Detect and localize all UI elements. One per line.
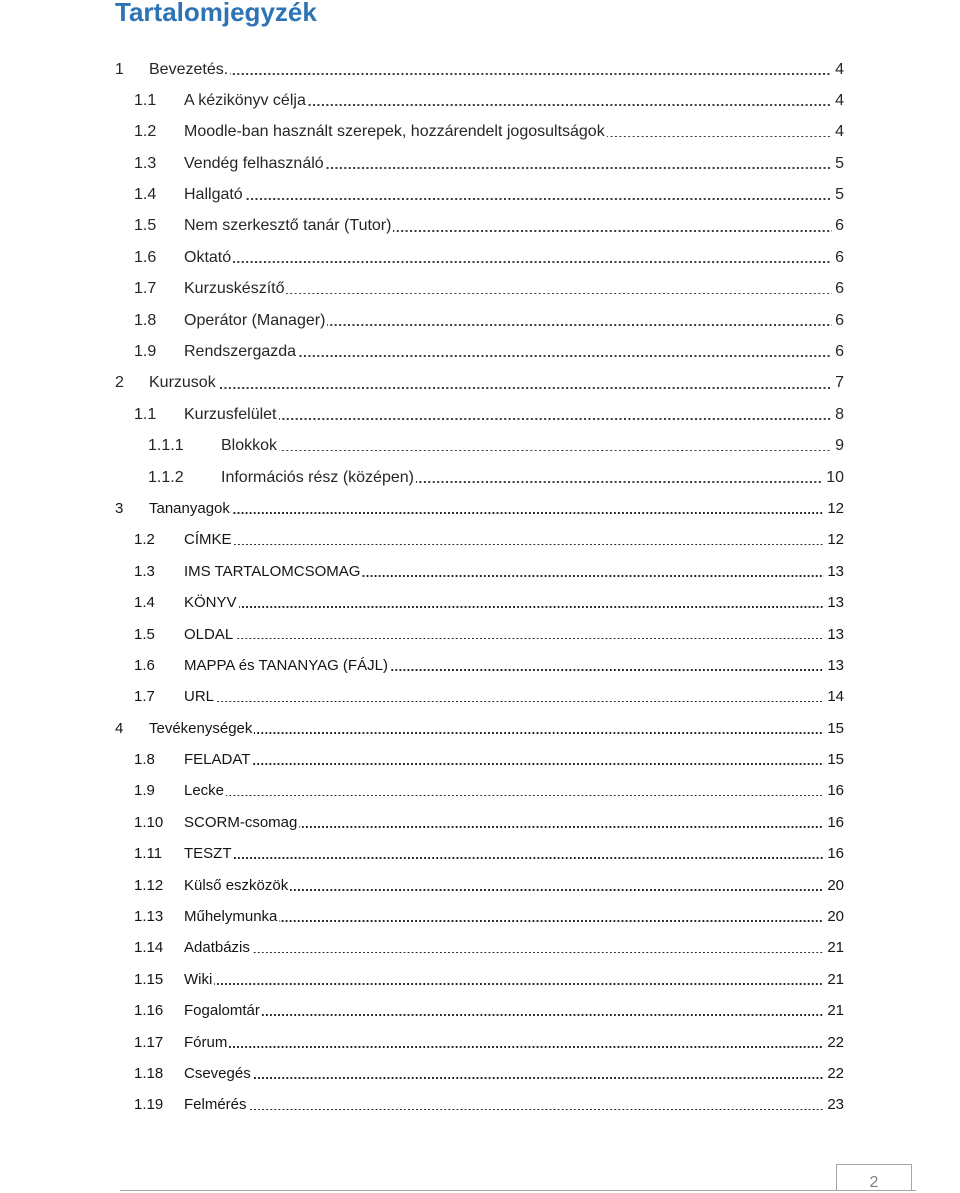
toc-entry-number: 1.13 [134, 908, 164, 926]
toc-entry-title: MAPPA és TANANYAG (FÁJL) [184, 656, 388, 674]
toc-entry[interactable] [0, 932, 844, 963]
toc-entry-page-number: 6 [835, 217, 844, 235]
toc-entry[interactable] [0, 1027, 844, 1058]
toc-entry[interactable] [0, 619, 844, 650]
toc-entry-title: Kurzuskészítő [184, 280, 285, 298]
toc-entry-number: 1.14 [134, 939, 164, 957]
toc-entry[interactable] [0, 556, 844, 587]
toc-entry[interactable] [0, 744, 844, 775]
toc-entry-number: 1.5 [134, 625, 155, 643]
toc-entry-number: 1.18 [134, 1065, 164, 1082]
toc-entry[interactable] [0, 116, 844, 147]
toc-entry-title: OLDAL [184, 625, 234, 643]
toc-entry[interactable] [0, 964, 844, 995]
toc-entry-number: 2 [115, 374, 124, 392]
dot-leader [362, 556, 824, 577]
toc-entry-title: Csevegés [184, 1065, 251, 1082]
dot-leader [390, 650, 824, 671]
dot-leader [279, 430, 832, 451]
toc-entry[interactable] [0, 838, 844, 869]
toc-entry[interactable] [0, 85, 844, 116]
toc-entry-page-number: 14 [827, 688, 844, 706]
toc-entry[interactable] [0, 870, 844, 901]
toc-entry[interactable] [0, 681, 844, 712]
toc-entry-number: 1.2 [134, 531, 155, 549]
toc-entry-title: KÖNYV [184, 594, 237, 612]
toc-entry-title: Bevezetés. [149, 60, 229, 78]
toc-entry-number: 1.1 [134, 91, 157, 109]
toc-entry[interactable] [0, 242, 844, 273]
dot-leader [416, 462, 823, 483]
toc-entry-title: Adatbázis [184, 939, 250, 957]
toc-entry-title: Felmérés [184, 1096, 247, 1114]
toc-entry-title: Operátor (Manager) [184, 311, 326, 329]
toc-entry[interactable] [0, 179, 844, 210]
toc-entry-title: Moodle-ban használt szerepek, hozzárendelt jogosultságok [184, 123, 605, 141]
toc-entry-number: 1 [115, 60, 124, 78]
dot-leader [229, 1027, 824, 1048]
toc-entry-title: Tevékenységek [149, 719, 253, 737]
toc-entry[interactable] [0, 148, 844, 179]
dot-leader [249, 1089, 825, 1110]
dot-leader [279, 901, 824, 922]
toc-entry-title: Információs rész (középen) [221, 468, 414, 486]
dot-leader [393, 210, 832, 231]
toc-entry-page-number: 20 [827, 908, 844, 926]
dot-leader [233, 242, 832, 263]
dot-leader [234, 838, 825, 859]
dot-leader [234, 524, 825, 545]
toc-entry-title: Lecke [184, 782, 225, 800]
toc-entry[interactable] [0, 430, 844, 461]
toc-entry-number: 1.16 [134, 1002, 164, 1020]
toc-entry-title: Műhelymunka [184, 908, 278, 926]
toc-entry-title: Tananyagok [149, 499, 230, 517]
toc-entry-page-number: 12 [827, 531, 844, 549]
dot-leader [290, 870, 824, 891]
dot-leader [279, 399, 833, 420]
toc-entry-title: Hallgató [184, 186, 243, 204]
toc-entry-page-number: 21 [827, 1002, 844, 1020]
toc-entry-number: 1.2 [134, 123, 157, 141]
toc-entry-title: Wiki [184, 970, 213, 988]
page-number: 2 [869, 1173, 879, 1191]
dot-leader [253, 1058, 825, 1079]
toc-entry-number: 1.4 [134, 186, 157, 204]
toc-entry-number: 1.12 [134, 876, 164, 894]
toc-entry-page-number: 13 [827, 594, 844, 612]
dot-leader [252, 932, 824, 953]
toc-entry-title: Kurzusok [149, 374, 216, 392]
dot-leader [226, 775, 824, 796]
dot-leader [286, 273, 832, 294]
toc-entry[interactable] [0, 273, 844, 304]
toc-entry-page-number: 23 [827, 1096, 844, 1114]
toc-entry-page-number: 16 [827, 845, 844, 863]
toc-entry-title: Külső eszközök [184, 876, 289, 894]
toc-entry-page-number: 22 [827, 1033, 844, 1051]
toc-entry-number: 1.1.2 [148, 468, 184, 486]
toc-entry-title: Oktató [184, 248, 232, 266]
toc-entry-number: 1.15 [134, 970, 164, 988]
toc-entry-title: Rendszergazda [184, 343, 297, 361]
toc-entry-number: 1.4 [134, 594, 155, 612]
dot-leader [245, 179, 832, 200]
toc-entry-number: 1.11 [134, 845, 163, 863]
table-of-contents [0, 54, 844, 1121]
toc-entry-title: FELADAT [184, 751, 251, 769]
toc-entry-page-number: 9 [835, 437, 844, 455]
toc-entry-title: Nem szerkesztő tanár (Tutor) [184, 217, 392, 235]
toc-entry[interactable] [0, 587, 844, 618]
dot-leader [254, 713, 824, 734]
toc-entry[interactable] [0, 650, 844, 681]
toc-entry-number: 1.1.1 [148, 437, 184, 455]
dot-leader [235, 619, 824, 640]
dot-leader [218, 367, 832, 388]
toc-entry-title: A kézikönyv célja [184, 91, 306, 109]
dot-leader [214, 964, 824, 985]
toc-entry[interactable] [0, 524, 844, 555]
toc-entry-number: 1.3 [134, 154, 157, 172]
toc-entry-number: 1.19 [134, 1096, 164, 1114]
toc-entry-page-number: 4 [835, 123, 844, 141]
toc-entry-page-number: 13 [827, 625, 844, 643]
toc-entry-number: 1.1 [134, 405, 157, 423]
toc-entry-title: TESZT [184, 845, 232, 863]
toc-entry-page-number: 16 [827, 813, 844, 831]
toc-entry-page-number: 15 [827, 719, 844, 737]
toc-entry-page-number: 4 [835, 60, 844, 78]
dot-leader [298, 336, 832, 357]
toc-entry-title: Fogalomtár [184, 1002, 260, 1020]
toc-entry-page-number: 21 [827, 939, 844, 957]
toc-entry[interactable] [0, 399, 844, 430]
toc-entry-title: URL [184, 688, 215, 706]
dot-leader [308, 85, 832, 106]
page-number-box [836, 1164, 912, 1191]
dot-leader [230, 54, 832, 75]
toc-entry-title: CÍMKE [184, 531, 232, 549]
dot-leader [252, 744, 824, 765]
toc-entry-page-number: 22 [827, 1065, 844, 1082]
toc-entry-title: Kurzusfelület [184, 405, 277, 423]
toc-entry[interactable] [0, 462, 844, 493]
toc-entry-number: 4 [115, 719, 124, 737]
toc-entry-page-number: 13 [827, 562, 844, 580]
toc-entry-page-number: 12 [827, 499, 844, 517]
toc-entry-title: SCORM-csomag [184, 813, 298, 831]
toc-entry-number: 1.7 [134, 688, 155, 706]
toc-entry[interactable] [0, 807, 844, 838]
toc-entry-number: 1.8 [134, 751, 155, 769]
toc-entry-number: 1.6 [134, 248, 157, 266]
toc-entry-title: Blokkok [221, 437, 278, 455]
toc-entry[interactable] [0, 305, 844, 336]
toc-entry-page-number: 16 [827, 782, 844, 800]
toc-entry[interactable] [0, 493, 844, 524]
toc-entry[interactable] [0, 367, 844, 398]
dot-leader [216, 681, 824, 702]
dot-leader [239, 587, 825, 608]
toc-entry-page-number: 5 [835, 154, 844, 172]
toc-entry[interactable] [0, 995, 844, 1026]
toc-entry-number: 1.9 [134, 782, 155, 800]
toc-entry-number: 1.6 [134, 656, 155, 674]
toc-entry-number: 1.17 [134, 1033, 164, 1051]
toc-entry-title: IMS TARTALOMCSOMAG [184, 562, 361, 580]
toc-entry-number: 1.8 [134, 311, 157, 329]
toc-entry-page-number: 6 [835, 311, 844, 329]
toc-entry[interactable] [0, 901, 844, 932]
toc-entry-page-number: 8 [835, 405, 844, 423]
toc-entry-title: Fórum [184, 1033, 228, 1051]
toc-entry-number: 1.3 [134, 562, 155, 580]
dot-leader [326, 148, 832, 169]
dot-leader [299, 807, 824, 828]
toc-entry-number: 1.9 [134, 343, 157, 361]
toc-entry-page-number: 7 [835, 374, 844, 392]
toc-entry-number: 1.5 [134, 217, 157, 235]
toc-entry[interactable] [0, 775, 844, 806]
toc-heading: Tartalomjegyzék [115, 0, 317, 27]
toc-entry-page-number: 4 [835, 91, 844, 109]
dot-leader [232, 493, 824, 514]
toc-entry-page-number: 15 [827, 751, 844, 769]
toc-entry[interactable] [0, 336, 844, 367]
toc-entry-page-number: 10 [826, 468, 844, 486]
toc-entry-page-number: 6 [835, 280, 844, 298]
toc-entry-number: 1.10 [134, 813, 164, 831]
dot-leader [607, 116, 832, 137]
toc-entry-page-number: 21 [827, 970, 844, 988]
toc-entry-title: Vendég felhasználó [184, 154, 324, 172]
toc-entry-page-number: 5 [835, 186, 844, 204]
dot-leader [262, 995, 824, 1016]
toc-entry[interactable] [0, 1058, 844, 1089]
toc-entry[interactable] [0, 210, 844, 241]
toc-entry-page-number: 6 [835, 248, 844, 266]
toc-entry[interactable] [0, 1089, 844, 1120]
dot-leader [327, 305, 832, 326]
toc-entry-page-number: 6 [835, 343, 844, 361]
footer-rule [120, 1190, 916, 1191]
toc-entry-number: 1.7 [134, 280, 157, 298]
toc-entry-number: 3 [115, 499, 124, 517]
toc-entry[interactable] [0, 54, 844, 85]
toc-entry[interactable] [0, 713, 844, 744]
toc-entry-page-number: 13 [827, 656, 844, 674]
toc-entry-page-number: 20 [827, 876, 844, 894]
